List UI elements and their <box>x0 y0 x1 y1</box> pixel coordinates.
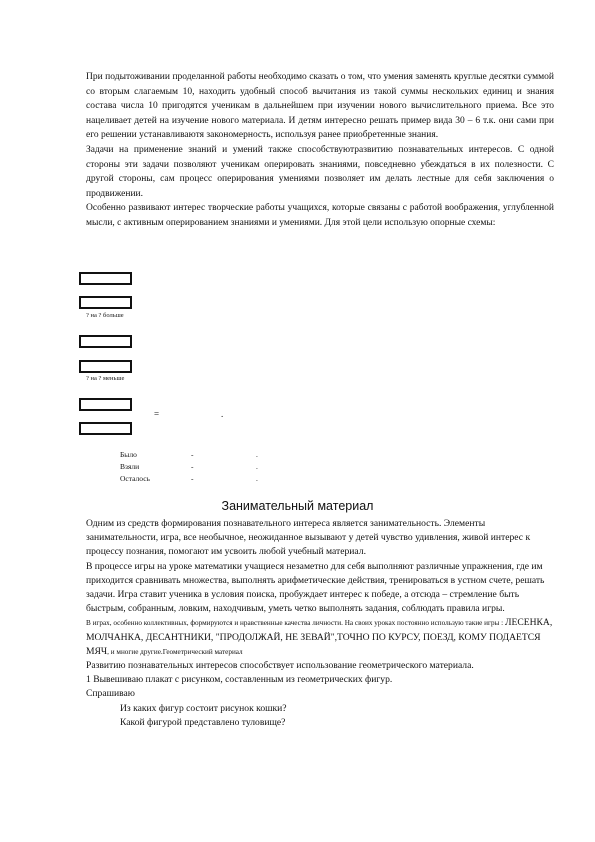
section-heading: Занимательный материал <box>221 499 374 513</box>
scheme-less-box-1 <box>79 335 132 348</box>
scheme-less-label: ? на ? меньше <box>86 375 125 382</box>
scheme-eq-box-2 <box>79 422 132 435</box>
section-paragraph-2: В процессе игры на уроке математики учащиеся незаметно для себя выполняют различные упражнения, где им приходится сравнивать множества, выполнять арифметические действия, тренироваться в устном счете, решать задачи. Игра ставит ученика в условия поиска, пробуждает интерес к победе, а отсюда – стремление быть быстрым, собранным, ловким, находчивым, уметь четко выполнять задания, соблюдать правила игры. <box>86 560 545 615</box>
scheme-row-sign-2: - <box>191 462 194 471</box>
scheme-more-box-1 <box>79 272 132 285</box>
scheme-row-label-3: Осталось <box>120 474 150 483</box>
scheme-less-box-2 <box>79 360 132 373</box>
section-paragraph-3 <box>86 616 556 659</box>
scheme-equals-sign: = <box>154 409 160 419</box>
games-list: ЛЕСЕНКА, МОЛЧАНКА, ДЕСАНТНИКИ, "ПРОДОЛЖАЙ, НЕ ЗЕВАЙ",ТОЧНО ПО КУРСУ, ПОЕЗД, КОМУ ПОДАЕТСЯ МЯЧ <box>86 617 553 657</box>
question-1: Из каких фигур состоит рисунок кошки? <box>120 702 287 714</box>
scheme-equals-dot: . <box>221 409 224 419</box>
intro-text <box>86 70 554 231</box>
scheme-eq-box-1 <box>79 398 132 411</box>
section-paragraph-1: Одним из средств формирования познавательного интереса является занимательность. Элементы занимательности, игра, все необычное, неожиданное вызывают у детей чувство удивления, живой интерес к процессу познания, помогают им усвоить любой учебный материал. <box>86 518 531 558</box>
scheme-row-label-1: Было <box>120 450 137 459</box>
section-paragraph-4: Развитию познавательных интересов способствует использование геометрического материала. <box>86 660 474 672</box>
scheme-row-end-1: . <box>256 450 258 459</box>
scheme-row-end-2: . <box>256 462 258 471</box>
section-paragraph-5: 1 Вывешиваю плакат с рисунком, составленным из геометрических фигур. <box>86 674 393 686</box>
scheme-more-label: ? на ? больше <box>86 312 124 319</box>
scheme-row-label-2: Взяли <box>120 462 140 471</box>
scheme-row-end-3: . <box>256 474 258 483</box>
scheme-row-sign-1: - <box>191 450 194 459</box>
scheme-row-sign-3: - <box>191 474 194 483</box>
games-outro-small: , и многие другие.Геометрический материал <box>107 647 243 656</box>
games-intro-small: В играх, особенно коллективных, формируются и нравственные качества личности. На своих уроках постоянно использую такие игры : <box>86 619 505 628</box>
intro-paragraph-3: Особенно развивают интерес творческие работы учащихся, которые связаны с работой воображения, углубленной мысли, с активным оперированием знаниями и умениями. Для этой цели использую опорные схемы: <box>86 203 554 228</box>
question-2: Какой фигурой представлено туловище? <box>120 716 286 728</box>
scheme-more-box-2 <box>79 296 132 309</box>
intro-paragraph-1: При подытоживании проделанной работы необходимо сказать о том, что умения заменять круглые десятки суммой со вторым слагаемым 10, находить удобный способ вычитания из такой суммы нескольких единиц и знания состава числа 10 пригодятся ученикам в дальнейшем при изучении нового вычислительного приема. Все это нацеливает детей на изучение нового материала. И детям интересно решать пример вида 30 – 6 т.к. они сами при его решении устанавливаютя закономерность, используя ранее приобретенные знания. <box>86 72 554 141</box>
section-text <box>86 517 556 730</box>
section-paragraph-6: Спрашиваю <box>86 688 135 700</box>
intro-paragraph-2: Задачи на применение знаний и умений также способствуютразвитию познавательных интересов. С одной стороны эти задачи позволяют ученикам оперировать знаниями, повседневно убеждаться в их полезности. С другой стороны, сам процесс оперирования умениями позволяет им делать лестные для себя заключения о продвижении. <box>86 144 554 199</box>
